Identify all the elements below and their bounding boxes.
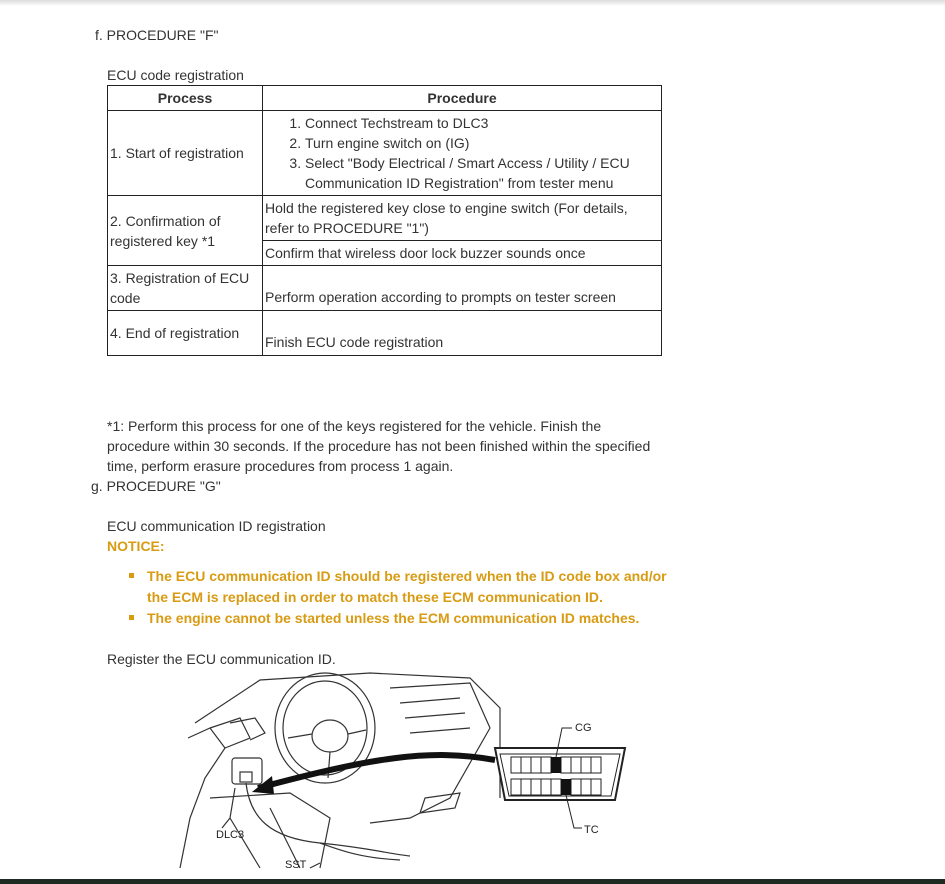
procedure-cell: Hold the registered key close to engine switch (For details, refer to PROCEDURE "1") xyxy=(263,196,662,241)
procedure-cell: Perform operation according to prompts on tester screen xyxy=(263,266,662,311)
table-row xyxy=(108,311,662,356)
tc-pin xyxy=(561,779,571,795)
procedure-f-heading: f. PROCEDURE "F" xyxy=(95,27,219,43)
procedure-f-subheading: ECU code registration xyxy=(107,67,244,83)
cg-label: CG xyxy=(575,722,592,734)
process-cell: 3. Registration of ECU code xyxy=(108,266,263,311)
instruction-text: Register the ECU communication ID. xyxy=(107,651,336,667)
list-item: 1. Connect Techstream to DLC3 xyxy=(305,113,659,133)
table-row xyxy=(108,196,662,241)
procedure-cell: Confirm that wireless door lock buzzer sounds once xyxy=(263,241,662,266)
process-cell: 2. Confirmation of registered key *1 xyxy=(108,196,263,266)
bullet-icon xyxy=(129,615,134,620)
column-header-procedure: Procedure xyxy=(263,86,662,111)
top-shadow xyxy=(0,0,945,6)
list-item: 3. Select "Body Electrical / Smart Access / Utility / ECU Communication ID Registration" from tester menu xyxy=(305,153,659,193)
list-item xyxy=(129,608,669,629)
notice-list xyxy=(129,566,669,629)
notice-text: The ECU communication ID should be registered when the ID code box and/or the ECM is replaced in order to match these ECM communication ID. xyxy=(147,568,667,605)
table-row xyxy=(108,266,662,311)
notice-text: The engine cannot be started unless the ECM communication ID matches. xyxy=(147,610,640,626)
procedure-g-heading: g. PROCEDURE "G" xyxy=(91,478,221,494)
process-cell: 1. Start of registration xyxy=(108,111,263,196)
dlc3-label: DLC3 xyxy=(216,829,245,841)
dlc3-connection-illustration xyxy=(170,668,650,880)
table-header-row xyxy=(108,86,662,111)
bottom-bar xyxy=(0,879,945,884)
process-cell: 4. End of registration xyxy=(108,311,263,356)
procedure-g-subheading: ECU communication ID registration xyxy=(107,518,326,534)
tc-label: TC xyxy=(584,824,599,836)
dlc3-connector xyxy=(495,728,625,828)
footnote: *1: Perform this process for one of the keys registered for the vehicle. Finish the procedure within 30 seconds. If the procedure has not been finished within the specified time, perform erasure procedures from process 1 again. xyxy=(107,418,651,474)
notice-label: NOTICE: xyxy=(107,538,165,554)
table-row xyxy=(108,111,662,196)
procedure-cell: Finish ECU code registration xyxy=(263,311,662,356)
list-item xyxy=(129,566,669,608)
column-header-process: Process xyxy=(108,86,263,111)
procedure-cell xyxy=(263,111,662,196)
ecu-code-registration-table xyxy=(107,85,662,356)
procedure-steps-list xyxy=(265,113,659,193)
cg-pin xyxy=(551,757,561,773)
list-item: 2. Turn engine switch on (IG) xyxy=(305,133,659,153)
sst-label: SST xyxy=(285,859,307,871)
bullet-icon xyxy=(129,573,134,578)
